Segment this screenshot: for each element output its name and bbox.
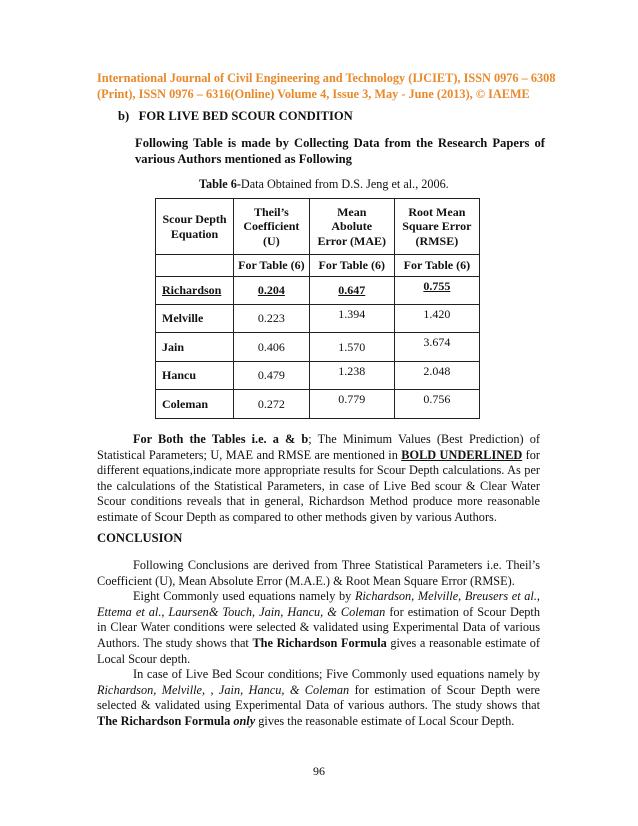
header-text: (U) xyxy=(263,233,280,248)
table-cell: Jain xyxy=(156,333,234,362)
table-cell: 0.223 xyxy=(234,305,310,333)
header-mae xyxy=(309,199,394,255)
summary-text: for different equations,indicate more appropriate results for Scour Depth calculations. As per the calculations of the Statistical Parameters, in case of Live Bed scour & Clear Water Scour conditions reveals that in general, Richardson Method produce more reasonable estimate of Scour Depth as compared to other methods given by various Authors. xyxy=(97,447,541,524)
row-name: Richardson xyxy=(162,283,222,298)
conclusion-paragraph-3 xyxy=(97,667,540,729)
table-row xyxy=(156,333,480,362)
journal-header xyxy=(97,71,556,102)
table-caption-label: Table 6- xyxy=(199,177,241,191)
table-cell: 0.272 xyxy=(234,390,310,419)
table-cell xyxy=(156,277,234,305)
header-theil xyxy=(234,199,310,255)
table-cell xyxy=(234,277,310,305)
table-cell xyxy=(394,277,479,305)
table-cell: For Table (6) xyxy=(309,255,394,277)
table-cell: Hancu xyxy=(156,362,234,390)
table-row xyxy=(156,390,480,419)
cell-value: 0.647 xyxy=(338,283,366,298)
conclusion-italic: Richardson, Melville, , Jain, Hancu, & Coleman xyxy=(97,682,350,697)
summary-text: ; The Minimum Values (Best Prediction) of Statistical Parameters; U, MAE and RMSE are mentioned in xyxy=(97,432,541,462)
conclusion-text: for estimation of Scour Depth in Clear Water conditions were selected & validated using Experimental Data of various Authors. The study shows that xyxy=(97,604,540,650)
conclusion-italic: Richardson, Melville, Breusers et al., Ettema et al., Laursen& Touch, Jain, Hancu, & Coleman xyxy=(97,589,540,619)
table-row xyxy=(156,305,480,333)
table-row xyxy=(156,277,480,305)
table-cell: 0.779 xyxy=(309,390,394,419)
journal-header-line-2: (Print), ISSN 0976 – 6316(Online) Volume 4, Issue 3, May - June (2013), © IAEME xyxy=(97,86,530,101)
table-caption-text: Data Obtained from D.S. Jeng et al., 2006. xyxy=(240,177,449,191)
header-text: Abolute xyxy=(331,219,373,234)
conclusion-text: Eight Commonly used equations namely by xyxy=(133,589,355,604)
header-text: Root Mean xyxy=(408,204,466,219)
conclusion-heading xyxy=(97,531,540,547)
conclusion-text: for estimation of Scour Depth were selected & validated using Experimental Data of various authors. The study shows that xyxy=(97,682,540,713)
header-text: Scour Depth xyxy=(162,212,227,226)
journal-header-line-1: International Journal of Civil Engineering and Technology (IJCIET), ISSN 0976 – 6308 xyxy=(97,71,556,85)
header-text: (RMSE) xyxy=(415,233,459,248)
page-number: 96 xyxy=(313,764,325,778)
section-label: b) xyxy=(118,109,130,123)
table-cell: For Table (6) xyxy=(234,255,310,277)
results-table xyxy=(155,198,480,419)
table-cell: Melville xyxy=(156,305,234,333)
table-cell: 1.570 xyxy=(309,333,394,362)
header-rmse xyxy=(394,199,479,255)
table-cell: 0.756 xyxy=(394,390,479,419)
table-cell: 1.394 xyxy=(309,305,394,333)
conclusion-paragraph-1: Following Conclusions are derived from Three Statistical Parameters i.e. Theil’s Coefficient (U), Mean Absolute Error (M.A.E.) & Root Mean Square Error (RMSE). xyxy=(97,558,540,588)
section-title: FOR LIVE BED SCOUR CONDITION xyxy=(138,109,353,123)
conclusion-bold: The Richardson Formula xyxy=(97,713,231,728)
cell-value: 0.204 xyxy=(257,283,285,298)
summary-paragraph xyxy=(97,432,540,526)
summary-underlined: BOLD UNDERLINED xyxy=(401,447,523,462)
summary-bold-lead: For Both the Tables i.e. a & b xyxy=(133,432,309,446)
table-cell: 1.420 xyxy=(394,305,479,333)
table-row xyxy=(156,362,480,390)
header-text: Theil’s xyxy=(253,204,289,219)
table-cell: 0.479 xyxy=(234,362,310,390)
conclusion-bold-italic: only xyxy=(233,713,256,728)
header-text: Mean xyxy=(337,204,367,219)
intro-paragraph: Following Table is made by Collecting Data from the Research Papers of various Authors mentioned as Following xyxy=(135,136,545,166)
conclusion-bold: The Richardson Formula xyxy=(252,635,387,650)
table-cell: 1.238 xyxy=(309,362,394,390)
cell-value: 0.755 xyxy=(423,279,451,293)
header-equation xyxy=(156,199,234,255)
table-cell: 3.674 xyxy=(394,333,479,362)
table-cell xyxy=(156,255,234,277)
conclusion-text: In case of Live Bed Scour conditions; Five Commonly used equations namely by xyxy=(133,667,540,682)
conclusion-paragraph-2 xyxy=(97,589,540,667)
section-heading xyxy=(118,109,353,124)
header-text: Equation xyxy=(170,226,219,241)
conclusion-title: CONCLUSION xyxy=(97,531,183,545)
table-cell: For Table (6) xyxy=(394,255,479,277)
table-cell: Coleman xyxy=(156,390,234,419)
table-cell: 2.048 xyxy=(394,362,479,390)
table-cell: 0.406 xyxy=(234,333,310,362)
conclusion-text: gives a reasonable estimate of Local Scour depth. xyxy=(97,635,540,666)
table-header-row xyxy=(156,199,480,255)
table-subheader-row xyxy=(156,255,480,277)
header-text: Error (MAE) xyxy=(317,233,386,248)
header-text: Coefficient xyxy=(243,219,300,234)
table-cell xyxy=(309,277,394,305)
conclusion-body xyxy=(97,558,540,730)
conclusion-text: gives the reasonable estimate of Local Scour Depth. xyxy=(255,713,515,728)
table-caption xyxy=(199,177,449,192)
header-text: Square Error xyxy=(402,219,472,234)
